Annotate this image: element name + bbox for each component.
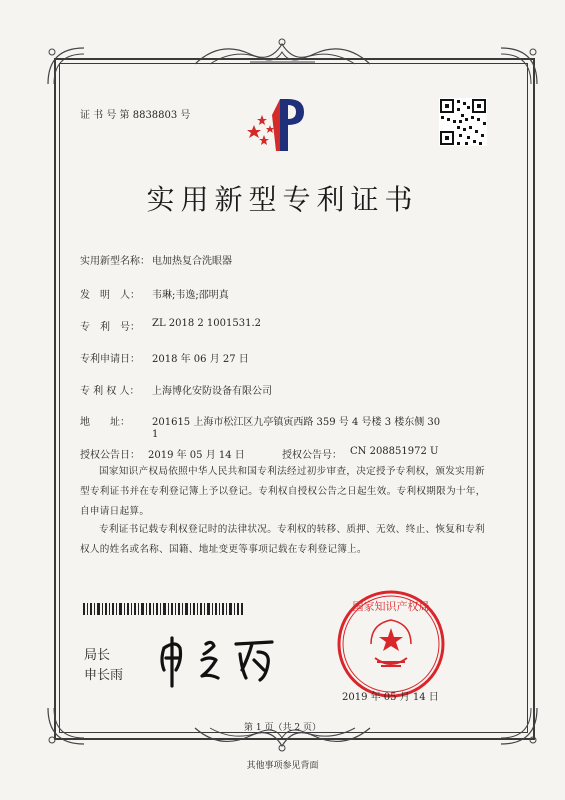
barcode: [83, 603, 243, 615]
top-ornament: [190, 34, 375, 68]
field-label-address: 地 址：: [80, 417, 130, 428]
field-label-patent-no: 专 利 号：: [80, 322, 140, 333]
field-label-name: 实用新型名称：: [80, 256, 150, 267]
page-number: 第 1 页（共 2 页）: [244, 723, 321, 733]
field-value-address-cont: 1: [152, 429, 159, 440]
field-value-address: 201615 上海市松江区九亭镇寅西路 359 号 4 号楼 3 楼东侧 30: [152, 417, 441, 428]
field-label-inventor: 发 明 人：: [80, 290, 140, 301]
patent-office-logo: [242, 95, 322, 155]
announce-no-label: 授权公告号：: [282, 450, 342, 461]
corner-ornament-tr: [497, 44, 541, 88]
corner-ornament-tl: [44, 44, 88, 88]
seal-date: 2019 年 05 月 14 日: [342, 692, 439, 703]
footer-note: 其他事项参见背面: [246, 761, 319, 771]
field-value-name: 电加热复合洗眼器: [152, 256, 232, 267]
statement-paragraph-1: 国家知识产权局依照中华人民共和国专利法经过初步审查，决定授予专利权，颁发实用新型专利证书并在专利登记簿上予以登记。专利权自授权公告之日起生效。专利权期限为十年，自申请日起算。: [80, 466, 486, 517]
announce-date-label: 授权公告日：: [80, 450, 140, 461]
field-value-filing-date: 2018 年 06 月 27 日: [152, 354, 249, 365]
inner-border: [59, 63, 528, 733]
field-label-patentee: 专 利 权 人：: [80, 386, 140, 397]
field-value-patentee: 上海博化安防设备有限公司: [152, 386, 272, 397]
director-title: 局长: [84, 648, 111, 663]
statement-paragraph-2: 专利证书记载专利权登记时的法律状况。专利权的转移、质押、无效、终止、恢复和专利权人的姓名或名称、国籍、地址变更等事项记载在专利登记簿上。: [80, 524, 485, 555]
field-label-filing-date: 专利申请日：: [80, 354, 140, 365]
seal-text: 国家知识产权局: [352, 600, 430, 613]
announce-date-value: 2019 年 05 月 14 日: [148, 450, 245, 461]
announce-no-value: CN 208851972 U: [350, 446, 439, 457]
qr-code: [439, 98, 487, 154]
field-value-patent-no: ZL 2018 2 1001531.2: [152, 318, 262, 329]
certificate-number: 证 书 号 第 8838803 号: [80, 110, 191, 121]
field-value-inventor: 韦琳;韦逸;邵明真: [152, 290, 229, 301]
director-signature: [150, 630, 290, 690]
official-seal: [335, 588, 447, 700]
certificate-title: 实用新型专利证书: [146, 183, 419, 216]
director-name: 申长雨: [84, 668, 124, 683]
